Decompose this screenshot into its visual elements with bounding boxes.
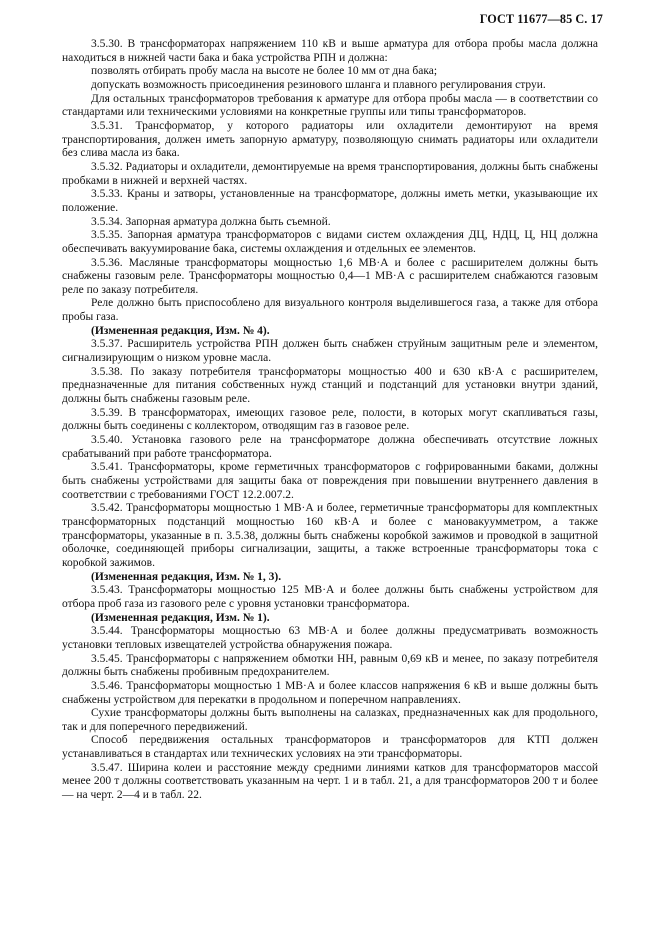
paragraph: 3.5.31. Трансформатор, у которого радиаторы или охладители демонтируют на время транспортирования, должен иметь запорную арматуру, позволяющую снимать радиаторы или охладители без слива масла из бака. xyxy=(62,119,598,160)
paragraph: позволять отбирать пробу масла на высоте не более 10 мм от дна бака; xyxy=(91,65,438,78)
paragraph: 3.5.41. Трансформаторы, кроме герметичных трансформаторов с гофрированными баками, должны быть снабжены устройствами для защиты бака от повреждения при повышении внутреннего давления в соответствии с требованиями ГОСТ 12.2.007.2. xyxy=(62,461,598,501)
paragraph: 3.5.35. Запорная арматура трансформаторов с видами систем охлаждения ДЦ, НДЦ, Ц, НЦ должна обеспечивать вакуумирование бака, системы охлаждения и отдельных ее элементов. xyxy=(62,229,598,255)
paragraph: 3.5.34. Запорная арматура должна быть съемной. xyxy=(91,215,331,228)
paragraph: 3.5.32. Радиаторы и охладители, демонтируемые на время транспортирования, должны быть снабжены пробками в нижней и верхней частях. xyxy=(62,160,598,187)
document-body xyxy=(62,38,598,803)
paragraph: 3.5.39. В трансформаторах, имеющих газовое реле, полости, в которых могут скапливаться газы, должны быть соединены с коллектором, отводящим газ в газовое реле. xyxy=(62,406,598,433)
paragraph: 3.5.47. Ширина колеи и расстояние между средними линиями катков для трансформаторов массой менее 200 т должны соответствовать указанным на черт. 1 и в табл. 21, а для трансформаторов 200 т и более — на черт. 2—4 и в табл. 22. xyxy=(62,761,598,802)
paragraph: 3.5.46. Трансформаторы мощностью 1 МВ·А и более классов напряжения 6 кВ и выше должны быть снабжены устройством для перекатки в продольном и поперечном направлениях. xyxy=(62,679,598,706)
paragraph: Способ передвижения остальных трансформаторов и трансформаторов для КТП должен устанавливаться в стандартах или технических условиях на эти трансформаторы. xyxy=(62,734,598,761)
paragraph: 3.5.36. Масляные трансформаторы мощностью 1,6 МВ·А и более с расширителем должны быть снабжены газовым реле. Трансформаторы мощностью 0,4—1 МВ·А с расширителем снабжаются газовым реле по заказу потребителя. xyxy=(62,256,598,296)
paragraph: 3.5.45. Трансформаторы с напряжением обмотки НН, равным 0,69 кВ и менее, по заказу потребителя должны быть снабжены пробивным предохранителем. xyxy=(62,652,598,679)
paragraph: допускать возможность присоединения резинового шланга и плавного регулирования струи. xyxy=(91,78,546,91)
amendment-note: (Измененная редакция, Изм. № 1). xyxy=(91,611,270,624)
paragraph: 3.5.37. Расширитель устройства РПН должен быть снабжен струйным защитным реле и элементом, сигнализирующим о низком уровне масла. xyxy=(62,338,598,365)
paragraph: 3.5.40. Установка газового реле на трансформаторе должна обеспечивать отсутствие ложных срабатываний при работе трансформатора. xyxy=(62,434,598,460)
paragraph: Для остальных трансформаторов требования к арматуре для отбора пробы масла — в соответствии со стандартами или техническими условиями на конкретные группы или типы трансформаторов. xyxy=(62,92,598,119)
paragraph: Реле должно быть приспособлено для визуального контроля выделившегося газа, а также для отбора пробы газа. xyxy=(62,297,598,324)
amendment-note: (Измененная редакция, Изм. № 1, 3). xyxy=(91,570,282,583)
paragraph: 3.5.38. По заказу потребителя трансформаторы мощностью 400 и 630 кВ·А с расширителем, предназначенные для питания собственных нужд станций и подстанций для установки внутри зданий, должны быть снабжены газовым реле. xyxy=(62,365,598,406)
paragraph: Сухие трансформаторы должны быть выполнены на салазках, предназначенных как для продольного, так и для поперечного передвижений. xyxy=(62,707,598,733)
paragraph: 3.5.42. Трансформаторы мощностью 1 МВ·А и более, герметичные трансформаторы для комплектных трансформаторных подстанций мощностью 160 кВ·А и более с мановакуумметром, а также трансформаторы, указанные в п. 3.5.38, должны быть снабжены коробкой зажимов и проводкой в защитной оболочке, соединяющей приборы сигнализации, защиты, а также встроенные трансформаторы тока с коробкой зажимов. xyxy=(62,502,598,569)
paragraph: 3.5.44. Трансформаторы мощностью 63 МВ·А и более должны предусматривать возможность установки тепловых извещателей устройства обнаружения пожара. xyxy=(62,625,598,651)
page-header: ГОСТ 11677—85 С. 17 xyxy=(479,12,603,26)
paragraph: 3.5.33. Краны и затворы, установленные на трансформаторе, должны иметь метки, указывающие их положение. xyxy=(62,188,598,214)
amendment-note: (Измененная редакция, Изм. № 4). xyxy=(91,324,270,337)
paragraph: 3.5.30. В трансформаторах напряжением 110 кВ и выше арматура для отбора пробы масла должна находиться в нижней части бака и бака устройства РПН и должна: xyxy=(62,38,598,64)
paragraph: 3.5.43. Трансформаторы мощностью 125 МВ·А и более должны быть снабжены устройством для отбора проб газа из газового реле с уровня установки трансформатора. xyxy=(62,584,598,610)
